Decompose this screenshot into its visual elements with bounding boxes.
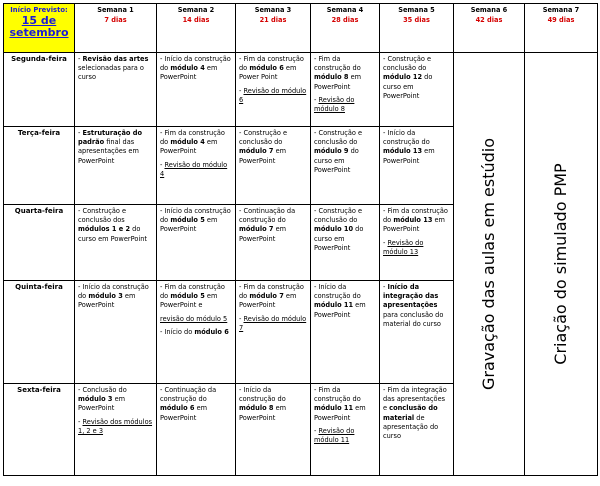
schedule-entry	[160, 55, 232, 83]
week-days: 42 dias	[475, 16, 503, 25]
entry-text: -	[78, 417, 83, 426]
entry-text: de apresentação do curso	[383, 413, 439, 441]
week-header	[311, 4, 380, 53]
schedule-cell	[157, 205, 236, 281]
entry-text: do curso em PowerPoint	[314, 147, 359, 174]
entry-text: -	[78, 129, 83, 137]
schedule-entry	[160, 315, 232, 324]
week-header	[236, 4, 311, 53]
entry-text: - Construção e conclusão do	[314, 207, 363, 225]
entry-bold: módulo 7	[239, 225, 274, 234]
week6-activity	[454, 53, 525, 476]
entry-bold: módulo 6	[194, 327, 229, 336]
schedule-entry	[78, 129, 153, 166]
entry-bold: módulo 3	[88, 292, 123, 301]
schedule-cell	[157, 384, 236, 476]
schedule-table	[3, 3, 598, 476]
schedule-entry	[383, 129, 450, 166]
entry-text: em PowerPoint	[314, 301, 366, 319]
entry-text: em PowerPoint	[160, 404, 208, 422]
entry-text: - Construção e conclusão dos	[78, 207, 127, 225]
entry-text: - Fim da construção do	[314, 55, 361, 73]
header-row	[4, 4, 598, 53]
entry-text: em PowerPoint	[314, 73, 362, 91]
entry-text: em PowerPoint	[383, 216, 445, 234]
schedule-entry	[383, 386, 450, 441]
entry-text: em PowerPoint	[239, 225, 287, 243]
entry-bold: módulo 5	[170, 216, 205, 225]
schedule-entry	[160, 386, 232, 423]
entry-text: do curso em PowerPoint	[78, 225, 147, 243]
schedule-entry	[314, 96, 376, 114]
entry-text: - Fim da construção do	[160, 129, 225, 147]
schedule-entry	[239, 386, 307, 423]
schedule-cell	[236, 281, 311, 384]
entry-text: - Fim da construção do	[383, 207, 448, 225]
schedule-entry	[239, 283, 307, 311]
week-header	[380, 4, 454, 53]
entry-underline: Revisão do módulo 13	[383, 238, 424, 256]
entry-bold: módulo 6	[160, 404, 195, 413]
entry-bold: Revisão das artes	[82, 55, 149, 63]
entry-text: -	[383, 238, 388, 247]
week-header	[75, 4, 157, 53]
entry-text: em PowerPoint	[160, 216, 218, 234]
week-days: 21 dias	[259, 16, 287, 25]
schedule-cell	[380, 53, 454, 127]
week-days: 7 dias	[104, 16, 127, 25]
schedule-entry	[314, 386, 376, 423]
schedule-entry	[78, 207, 153, 244]
entry-bold: módulo 5	[170, 292, 205, 301]
schedule-cell	[157, 127, 236, 205]
schedule-entry	[78, 418, 153, 436]
schedule-entry	[239, 207, 307, 244]
entry-text: -	[383, 283, 388, 291]
entry-text: em PowerPoint	[239, 404, 287, 422]
entry-text: em PowerPoint	[160, 138, 218, 156]
schedule-entry	[314, 427, 376, 445]
schedule-cell	[380, 384, 454, 476]
schedule-entry	[383, 55, 450, 101]
entry-text: em PowerPoint	[78, 292, 136, 310]
entry-text: - Conclusão do	[78, 386, 127, 394]
week-days: 28 dias	[331, 16, 359, 25]
entry-text: - Início do	[160, 327, 195, 336]
entry-text: - Início da construção do	[160, 207, 231, 225]
schedule-cell	[75, 53, 157, 127]
week-days: 14 dias	[182, 16, 210, 25]
schedule-entry	[383, 207, 450, 235]
entry-text: em PowerPoint e	[160, 292, 218, 310]
entry-text: -	[314, 426, 319, 435]
entry-text: - Início da construção do	[239, 386, 286, 404]
schedule-cell	[236, 384, 311, 476]
entry-text: -	[314, 95, 319, 104]
schedule-entry	[160, 129, 232, 157]
schedule-cell	[236, 127, 311, 205]
week-title: Semana 4	[326, 6, 364, 14]
entry-bold: módulo 8	[314, 73, 349, 82]
entry-text: em PowerPoint	[160, 64, 218, 82]
schedule-entry	[383, 239, 450, 257]
entry-text: em PowerPoint	[239, 292, 297, 310]
entry-bold: módulo 7	[249, 292, 284, 301]
entry-bold: módulo 8	[239, 404, 274, 413]
entry-bold: módulo 13	[393, 216, 433, 225]
schedule-cell	[75, 281, 157, 384]
week6-activity-text: Gravação das aulas em estúdio	[479, 137, 498, 391]
schedule-cell	[380, 205, 454, 281]
entry-bold: módulo 4	[170, 64, 205, 73]
entry-text: - Início da construção do	[78, 283, 149, 301]
week-days: 35 dias	[403, 16, 430, 25]
entry-text: - Continuação da construção do	[160, 386, 217, 404]
schedule-entry	[160, 283, 232, 311]
schedule-entry	[314, 55, 376, 92]
week-title: Semana 3	[254, 6, 292, 14]
entry-text: em Power Point	[239, 64, 297, 82]
week-title: Semana 1	[97, 6, 134, 14]
schedule-entry	[160, 207, 232, 235]
schedule-cell	[311, 127, 380, 205]
entry-text: - Construção e conclusão do	[239, 129, 288, 147]
start-date: 15 de setembro	[9, 14, 69, 40]
schedule-entry	[78, 283, 153, 311]
day-label: Quinta-feira	[4, 281, 75, 384]
schedule-entry	[160, 161, 232, 179]
schedule-entry	[314, 283, 376, 320]
entry-bold: módulo 3	[78, 395, 113, 404]
entry-bold: módulo 11	[314, 404, 354, 413]
entry-bold: módulo 4	[170, 138, 205, 147]
entry-text: - Fim da construção do	[239, 55, 304, 73]
week7-activity-text: Criação do simulado PMP	[551, 163, 570, 365]
schedule-cell	[75, 205, 157, 281]
entry-text: em PowerPoint	[314, 404, 366, 422]
schedule-cell	[157, 281, 236, 384]
schedule-entry	[160, 328, 232, 337]
day-label: Quarta-feira	[4, 205, 75, 281]
week-header	[525, 4, 598, 53]
schedule-entry	[239, 87, 307, 105]
week-title: Semana 7	[542, 6, 580, 14]
entry-bold: módulo 12	[383, 73, 423, 82]
day-label: Terça-feira	[4, 127, 75, 205]
entry-text: -	[78, 55, 83, 63]
schedule-cell	[311, 53, 380, 127]
week-title: Semana 5	[398, 6, 435, 14]
start-date-cell	[4, 4, 75, 53]
entry-text: - Continuação da construção do	[239, 207, 296, 225]
schedule-cell	[236, 205, 311, 281]
entry-text: - Início da construção do	[314, 283, 361, 301]
week-title: Semana 2	[177, 6, 215, 14]
schedule-entry	[383, 283, 450, 329]
entry-bold: módulos 1 e 2	[78, 225, 131, 234]
entry-bold: módulo 6	[249, 64, 284, 73]
schedule-cell	[236, 53, 311, 127]
entry-text: - Fim da construção do	[314, 386, 361, 404]
schedule-entry	[239, 55, 307, 83]
entry-text: -	[160, 160, 165, 169]
schedule-cell	[157, 53, 236, 127]
entry-text: -	[239, 86, 244, 95]
schedule-entry	[239, 129, 307, 166]
entry-text: em PowerPoint	[78, 395, 126, 413]
entry-text: - Início da construção do	[160, 55, 231, 73]
entry-text: para conclusão do material do curso	[383, 310, 444, 328]
entry-bold: módulo 11	[314, 301, 354, 310]
day-label: Segunda-feira	[4, 53, 75, 127]
schedule-entry	[78, 386, 153, 414]
entry-text: - Construção e conclusão do	[383, 55, 432, 73]
entry-underline: revisão do módulo 5	[160, 314, 228, 323]
entry-bold: Início da integração das apresentações	[383, 283, 439, 310]
entry-bold: módulo 7	[239, 147, 274, 156]
entry-text: do curso em PowerPoint	[383, 73, 433, 100]
week-header	[454, 4, 525, 53]
schedule-cell	[75, 384, 157, 476]
entry-underline: Revisão do módulo 8	[314, 95, 355, 114]
entry-text: selecionadas para o curso	[78, 64, 144, 82]
schedule-cell	[380, 127, 454, 205]
entry-underline: Revisão do módulo 11	[314, 426, 355, 445]
entry-text: final das apresentações em PowerPoint	[78, 138, 139, 165]
schedule-cell	[311, 281, 380, 384]
week-header	[157, 4, 236, 53]
entry-text: - Fim da construção do	[160, 283, 225, 301]
schedule-cell	[311, 384, 380, 476]
entry-text: - Fim da integração das apresentações e	[383, 386, 447, 413]
entry-underline: Revisão do módulo 4	[160, 160, 228, 178]
schedule-entry	[314, 207, 376, 253]
entry-text: - Construção e conclusão do	[314, 129, 363, 147]
entry-text: - Fim da construção do	[239, 283, 304, 301]
day-row	[4, 53, 598, 127]
schedule-cell	[311, 205, 380, 281]
entry-underline: Revisão dos módulos 1, 2 e 3	[78, 417, 153, 435]
week7-activity	[525, 53, 598, 476]
schedule-cell	[75, 127, 157, 205]
entry-bold: conclusão do material	[383, 404, 438, 422]
schedule-entry	[314, 129, 376, 175]
entry-underline: Revisão do módulo 6	[239, 86, 307, 104]
entry-text: - Início da construção do	[383, 129, 430, 147]
entry-text: em PowerPoint	[239, 147, 287, 165]
start-label: Início Previsto:	[10, 6, 68, 14]
week-days: 49 dias	[547, 16, 575, 25]
entry-underline: Revisão do módulo 7	[239, 314, 307, 332]
entry-text: -	[239, 314, 244, 323]
entry-bold: módulo 9	[314, 147, 349, 156]
schedule-cell	[380, 281, 454, 384]
schedule-entry	[78, 55, 153, 83]
entry-text: do curso em PowerPoint	[314, 225, 364, 252]
week-title: Semana 6	[470, 6, 508, 14]
entry-bold: módulo 13	[383, 147, 423, 156]
schedule-entry	[239, 315, 307, 333]
entry-bold: Estruturação do padrão	[78, 129, 142, 147]
entry-bold: módulo 10	[314, 225, 354, 234]
entry-text: em PowerPoint	[383, 147, 435, 165]
day-label: Sexta-feira	[4, 384, 75, 476]
